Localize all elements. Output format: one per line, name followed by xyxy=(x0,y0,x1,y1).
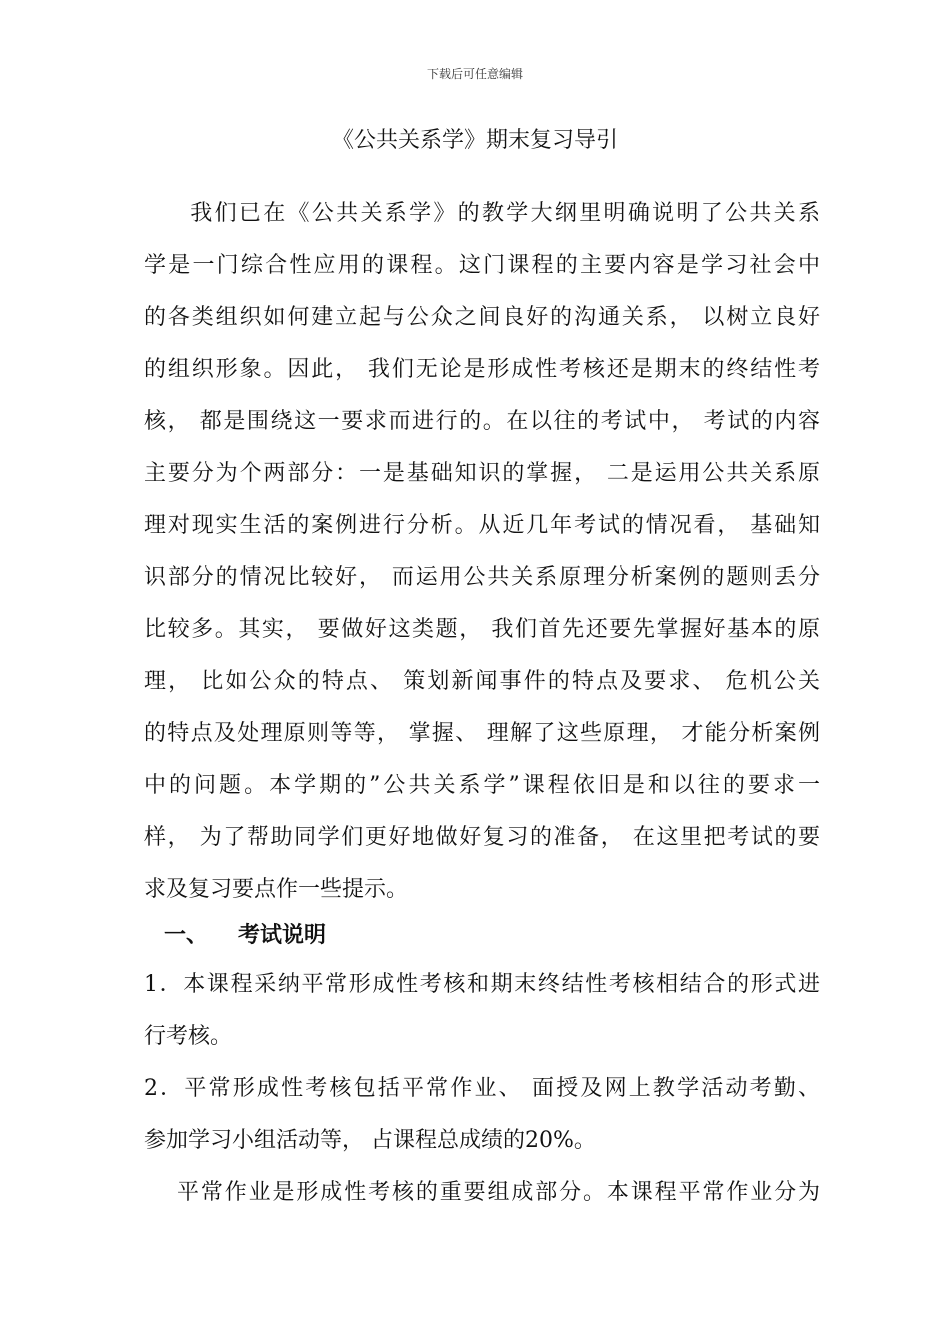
paragraph-line: 比较多。其实， 要做好这类题， 我们首先还要先掌握好基本的原 xyxy=(144,617,820,642)
item-line: 2．平常形成性考核包括平常作业、 面授及网上教学活动考勤、 xyxy=(144,1076,820,1101)
section-title: 考试说明 xyxy=(238,922,327,948)
paragraph-line: 求及复习要点作一些提示。 xyxy=(144,877,409,902)
paragraph-line: 的组织形象。因此， 我们无论是形成性考核还是期末的终结性考 xyxy=(144,357,820,382)
paragraph-line: 核， 都是围绕这一要求而进行的。在以往的考试中， 考试的内容 xyxy=(144,409,820,434)
item-line: 1．本课程采纳平常形成性考核和期末终结性考核相结合的形式进 xyxy=(144,972,820,997)
paragraph-line: 理对现实生活的案例进行分析。从近几年考试的情况看， 基础知 xyxy=(144,513,820,538)
paragraph-line: 理， 比如公众的特点、 策划新闻事件的特点及要求、 危机公关 xyxy=(144,669,820,694)
document-title: 《公共关系学》期末复习导引 xyxy=(331,128,618,153)
item-line: 参加学习小组活动等， 占课程总成绩的20%。 xyxy=(144,1128,596,1153)
paragraph-line: 中的问题。本学期的”公共关系学”课程依旧是和以往的要求一 xyxy=(144,773,820,798)
section-heading xyxy=(164,920,326,950)
item-line: 行考核。 xyxy=(144,1024,233,1049)
paragraph-line: 学是一门综合性应用的课程。这门课程的主要内容是学习社会中 xyxy=(144,253,820,278)
paragraph-line: 主要分为个两部分：一是基础知识的掌握， 二是运用公共关系原 xyxy=(144,461,820,486)
paragraph-line: 平常作业是形成性考核的重要组成部分。本课程平常作业分为 xyxy=(177,1180,820,1205)
section-number: 一、 xyxy=(164,922,209,948)
paragraph-line: 的各类组织如何建立起与公众之间良好的沟通关系， 以树立良好 xyxy=(144,305,820,330)
paragraph-line: 的特点及处理原则等等， 掌握、 理解了这些原理， 才能分析案例 xyxy=(144,721,820,746)
paragraph-line: 样， 为了帮助同学们更好地做好复习的准备， 在这里把考试的要 xyxy=(144,825,820,850)
paragraph-line: 识部分的情况比较好， 而运用公共关系原理分析案例的题则丢分 xyxy=(144,565,820,590)
paragraph-line: 我们已在《公共关系学》的教学大纲里明确说明了公共关系 xyxy=(166,201,820,226)
header-note: 下载后可任意编辑 xyxy=(426,67,523,81)
